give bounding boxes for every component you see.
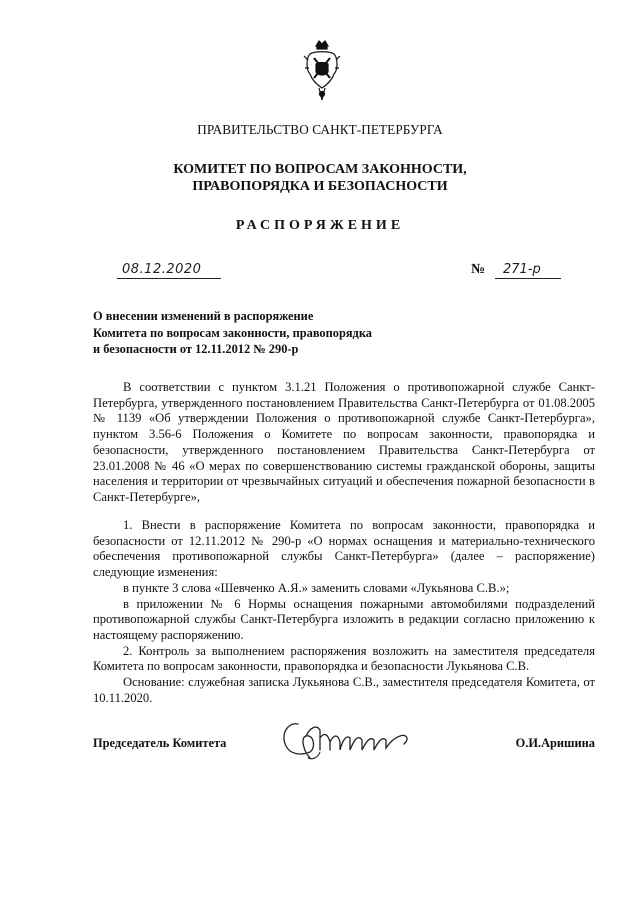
- document-date: 08.12.2020: [122, 262, 202, 277]
- order-items-section: [93, 518, 595, 706]
- item-1b-paragraph: в приложении № 6 Нормы оснащения пожарными автомобилями подразделений противопожарной службы Санкт-Петербурга изложить в редакции согласно приложению к настоящему распоряжению.: [93, 596, 595, 642]
- item-2-paragraph: 2. Контроль за выполнением распоряжения возложить на заместителя председателя Комитета по вопросам законности, правопорядка и безопасности Лукьянова С.В.: [93, 643, 595, 674]
- coat-of-arms-icon: [302, 38, 342, 102]
- number-label: №: [471, 262, 486, 277]
- document-number: 271-р: [503, 262, 541, 277]
- preamble-paragraph: В соответствии с пунктом 3.1.21 Положения о противопожарной службе Санкт-Петербурга, утвержденного постановлением Правительства Санкт-Петербурга от 01.08.2005 № 1139 «Об утверждении Положения о противопожарной службе Санкт-Петербурга», пунктом 3.56-6 Положения о Комитете по вопросам законности, правопорядка и безопасности, утвержденного постановлением Правительства Санкт-Петербурга от 23.01.2008 № 46 «О мерах по совершенствованию системы гражданской обороны, защиты населения и территории от чрезвычайных ситуаций и обеспечения пожарной безопасности в Санкт-Петербурге»,: [93, 380, 595, 504]
- committee-line-2: ПРАВОПОРЯДКА И БЕЗОПАСНОСТИ: [192, 179, 448, 194]
- handwritten-signature: [276, 712, 426, 762]
- document-subject: [93, 308, 453, 358]
- subject-line-1: О внесении изменений в распоряжение: [93, 309, 314, 323]
- preamble-section: [93, 380, 595, 506]
- basis-paragraph: Основание: служебная записка Лукьянова С.В., заместителя председателя Комитета, от 10.11.2020.: [93, 675, 595, 705]
- committee-line-1: КОМИТЕТ ПО ВОПРОСАМ ЗАКОННОСТИ,: [173, 162, 467, 177]
- document-type-title: РАСПОРЯЖЕНИЕ: [235, 218, 405, 233]
- signer-name: О.И.Аришина: [515, 736, 595, 750]
- signer-position: Председатель Комитета: [93, 736, 227, 750]
- government-name: ПРАВИТЕЛЬСТВО САНКТ-ПЕТЕРБУРГА: [197, 122, 443, 137]
- subject-line-2: Комитета по вопросам законности, правопорядка: [93, 325, 372, 340]
- subject-line-3: и безопасности от 12.11.2012 № 290-р: [93, 342, 299, 356]
- item-1-paragraph: 1. Внести в распоряжение Комитета по вопросам законности, правопорядка и безопасности от 12.11.2012 № 290-р «О нормах оснащения и материально-технического обеспечения противопожарной службы Санкт-Петербурга» (далее – распоряжение) следующие изменения:: [93, 518, 595, 580]
- item-1a-paragraph: в пункте 3 слова «Шевченко А.Я.» заменить словами «Лукьянова С.В.»;: [123, 580, 510, 595]
- committee-name: [0, 161, 640, 195]
